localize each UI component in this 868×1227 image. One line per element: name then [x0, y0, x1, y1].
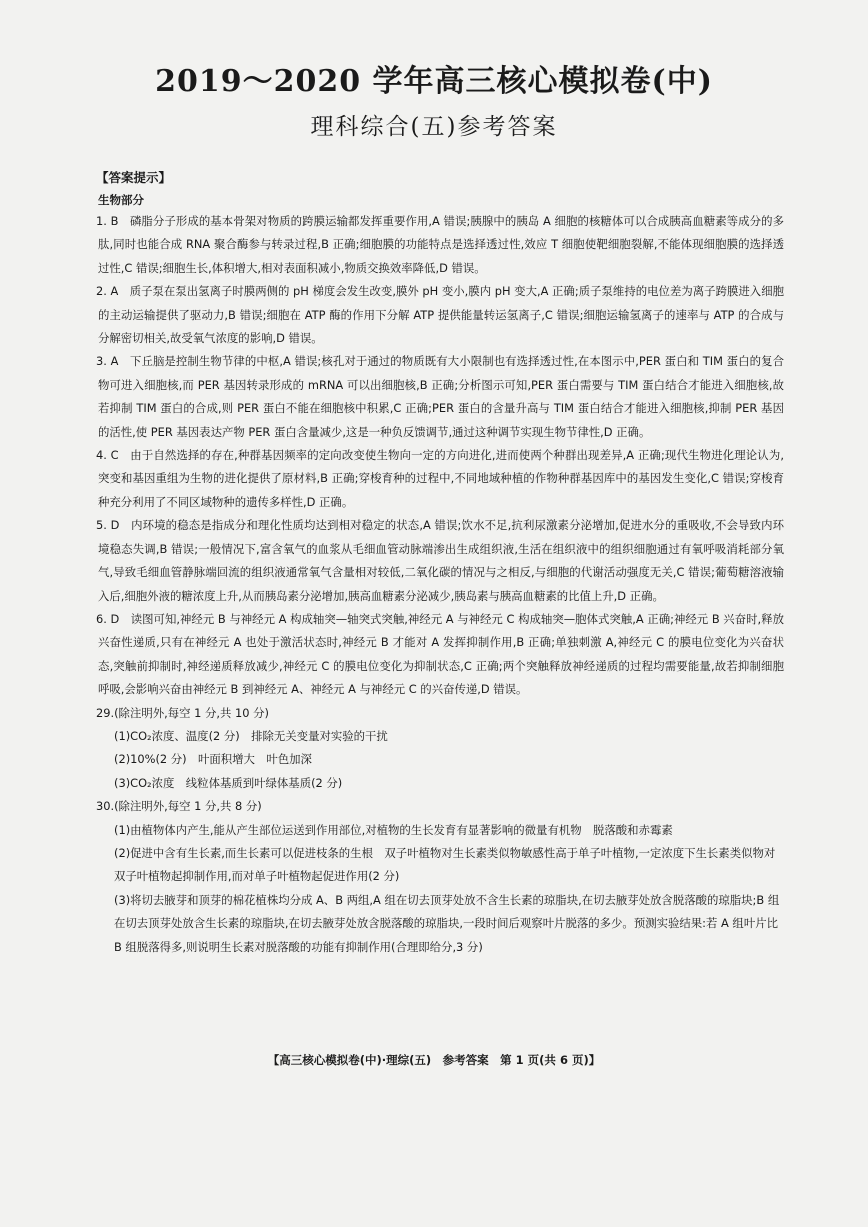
question-6: 6. D 读图可知,神经元 B 与神经元 A 构成轴突—轴突式突触,神经元 A 与神经元 C 构成轴突—胞体式突触,A 正确;神经元 B 兴奋时,释放兴奋性递质,只有在神经元 A 也处于激活状态时,神经元 B 才能对 A 发挥抑制作用,B 正确;单独刺激 A,神经元 C 的膜电位变化为兴奋状态,突触前抑制时,神经递质释放减少,神经元 C 的膜电位变化为抑制状态,C 正确;两个突触释放神经递质的过程均需要能量,故若抑制细胞呼吸,会影响兴奋由神经元 B 到神经元 A、神经元 A 与神经元 C 的兴奋传递,D 错误。: [96, 611, 784, 697]
question-29-part-1: (1)CO₂浓度、温度(2 分) 排除无关变量对实验的干扰: [114, 728, 388, 743]
question-3: 3. A 下丘脑是控制生物节律的中枢,A 错误;核孔对于通过的物质既有大小限制也有选择透过性,在本图示中,PER 蛋白和 TIM 蛋白的复合物可进入细胞核,而 PER 基因转录形成的 mRNA 可以出细胞核,B 正确;分析图示可知,PER 蛋白需要与 TIM 蛋白结合才能进入细胞核,故若抑制 TIM 蛋白的合成,则 PER 蛋白不能在细胞核中积累,C 正确;PER 蛋白的含量升高与 TIM 蛋白结合才能进入细胞核,抑制 PER 基因的活性,使 PER 基因表达产物 PER 蛋白含量减少,这是一种负反馈调节,通过这种调节实现生物节律性,D 正确。: [96, 354, 784, 439]
page-title: 2019～2020 学年高三核心模拟卷(中): [155, 64, 713, 99]
question-30-part-3: (3)将切去腋芽和顶芽的棉花植株均分成 A、B 两组,A 组在切去顶芽处放不含生长素的琼脂块,在切去腋芽处放含脱落酸的琼脂块;B 组在切去顶芽处放含生长素的琼脂块,在切去腋芽处放含脱落酸的琼脂块,一段时间后观察叶片脱落的多少。预测实验结果:若 A 组叶片比 B 组脱落得多,则说明生长素对脱落酸的功能有抑制作用(合理即给分,3 分): [114, 892, 780, 954]
question-30-head: 30.(除注明外,每空 1 分,共 8 分): [96, 799, 262, 814]
hint-label: 【答案提示】: [96, 170, 172, 185]
question-1: 1. B 磷脂分子形成的基本骨架对物质的跨膜运输都发挥重要作用,A 错误;胰腺中的胰岛 A 细胞的核糖体可以合成胰高血糖素等成分的多肽,同时也能合成 RNA 聚合酶参与转录过程,B 正确;细胞膜的功能特点是选择透过性,效应 T 细胞使靶细胞裂解,不能体现细胞膜的选择透过性,C 错误;细胞生长,体积增大,相对表面积减小,物质交换效率降低,D 错误。: [96, 214, 784, 275]
page-subtitle: 理科综合(五)参考答案: [310, 114, 558, 140]
section-label: 生物部分: [98, 193, 144, 207]
question-2: 2. A 质子泵在泵出氢离子时膜两侧的 pH 梯度会发生改变,膜外 pH 变小,膜内 pH 变大,A 正确;质子泵维持的电位差为离子跨膜进入细胞的主动运输提供了驱动力,B 错误;细胞在 ATP 酶的作用下分解 ATP 提供能量转运氢离子,C 错误;细胞运输氢离子的速率与 ATP 的合成与分解密切相关,故受氧气浓度的影响,D 错误。: [96, 284, 784, 346]
question-29-part-3: (3)CO₂浓度 线粒体基质到叶绿体基质(2 分): [114, 775, 343, 790]
question-30-part-2: (2)促进中含有生长素,而生长素可以促进枝条的生根 双子叶植物对生长素类似物敏感性高于单子叶植物,一定浓度下生长素类似物对双子叶植物起抑制作用,而对单子叶植物起促进作用(2 分): [114, 845, 776, 884]
answer-body: [98, 166, 784, 959]
question-29-head: 29.(除注明外,每空 1 分,共 10 分): [96, 705, 269, 720]
question-4: 4. C 由于自然选择的存在,种群基因频率的定向改变使生物向一定的方向进化,进而使两个种群出现差异,A 正确;现代生物进化理论认为,突变和基因重组为生物的进化提供了原材料,B 正确;穿梭育种的过程中,不同地域种植的作物种群基因库中的基因发生变化,C 错误;穿梭育种充分利用了不同区域物种的遗传多样性,D 正确。: [96, 448, 784, 509]
question-5: 5. D 内环境的稳态是指成分和理化性质均达到相对稳定的状态,A 错误;饮水不足,抗利尿激素分泌增加,促进水分的重吸收,不会导致内环境稳态失调,B 错误;一般情况下,富含氧气的血浆从毛细血管动脉端渗出生成组织液,生活在组织液中的组织细胞通过有氧呼吸消耗部分氧气,导致毛细血管静脉端回流的组织液通常氧气含量相对较低,二氧化碳的情况与之相反,与细胞的代谢活动强度无关,C 错误;葡萄糖溶液输入后,细胞外液的糖浓度上升,从而胰岛素分泌增加,胰高血糖素分泌减少,胰岛素与胰高血糖素的比值上升,D 正确。: [96, 518, 784, 603]
question-29-part-2: (2)10%(2 分) 叶面积增大 叶色加深: [114, 752, 312, 767]
page-footer: 【高三核心模拟卷(中)·理综(五) 参考答案 第 1 页(共 6 页)】: [267, 1053, 601, 1067]
question-30-part-1: (1)由植物体内产生,能从产生部位运送到作用部位,对植物的生长发育有显著影响的微量有机物 脱落酸和赤霉素: [114, 822, 673, 837]
